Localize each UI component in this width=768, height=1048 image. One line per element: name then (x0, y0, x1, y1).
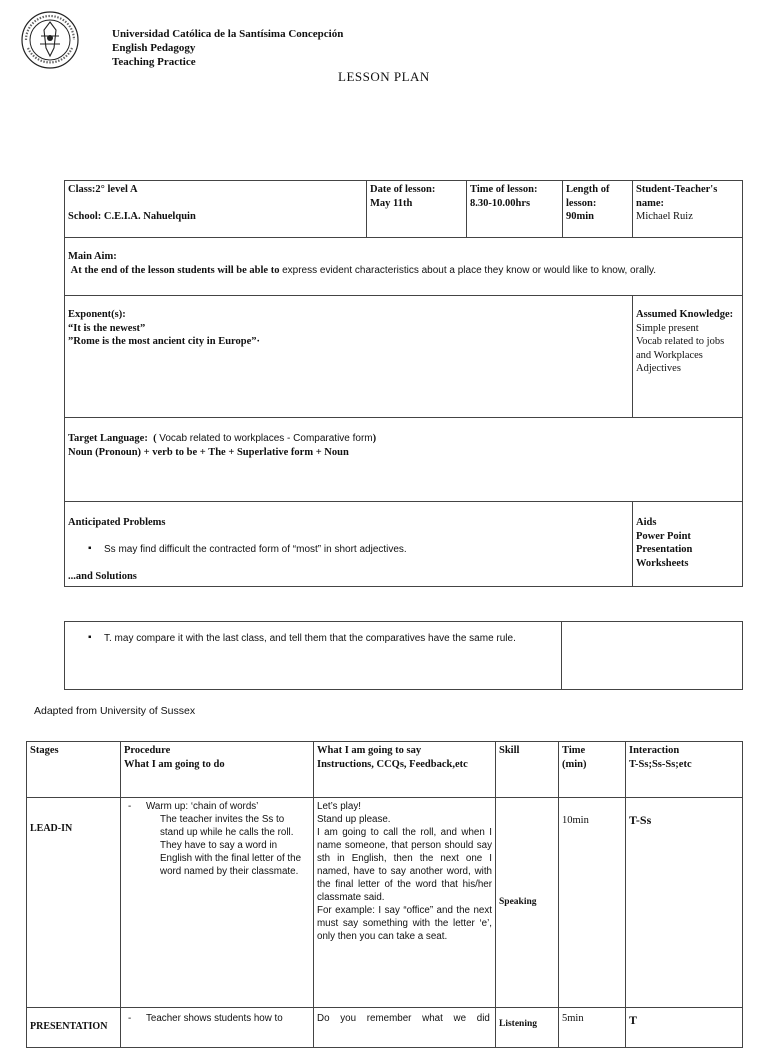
problem-item: ▪ Ss may find difficult the contracted form of “most” in short adjectives. (104, 543, 629, 557)
program-name: English Pedagogy (112, 42, 196, 54)
say-cell: Let’s play! Stand up please. I am going to call the roll, and when I name someone, that person should say sth in English, then the next one I named, have to say another word, with the final letter of the word that his/her classmate said. For example: I say “office” and the next must say something with the letter ‘e’, only then you can take a seat. (314, 798, 496, 1008)
course-name: Teaching Practice (112, 56, 196, 68)
procedure-cell (121, 798, 314, 1008)
target-language-text: Vocab related to workplaces - Comparative form (159, 433, 373, 444)
knowledge-item: Adjectives (636, 363, 681, 374)
procedure-title: - Warm up: ‘chain of words’ (124, 800, 310, 813)
stage-cell: LEAD-IN (27, 798, 121, 1008)
school-value: School: C.E.I.A. Nahuelquin (68, 211, 196, 222)
institution-header (112, 27, 343, 69)
date-value: May 11th (370, 197, 413, 209)
solution-cell (65, 622, 562, 690)
header-procedure: Procedure What I am going to do (121, 742, 314, 798)
aids-cell (633, 502, 743, 587)
table-row (27, 798, 743, 1008)
university-name: Universidad Católica de la Santísima Concepción (112, 28, 344, 40)
teacher-label: Student-Teacher's name: (636, 184, 718, 209)
time-label: Time of lesson: (470, 184, 538, 195)
length-value: 90min (566, 211, 595, 222)
main-aim-text: express evident characteristics about a place they know or would like to know, orally. (282, 264, 656, 276)
assumed-knowledge-cell (633, 296, 743, 418)
exponents-label: Exponent(s): (68, 309, 126, 320)
problems-cell (65, 502, 633, 587)
solutions-table (64, 621, 743, 690)
aid-item: Power Point Presentation (636, 530, 693, 555)
exponents-cell (65, 296, 633, 418)
skill-cell: Speaking (496, 798, 559, 1008)
aid-item: Worksheets (636, 557, 689, 569)
solution-item: ▪ T. may compare it with the last class, and tell them that the comparatives have the same rule. (104, 632, 558, 646)
teacher-cell (633, 181, 743, 238)
table-row (27, 1008, 743, 1048)
aids-label: Aids (636, 517, 657, 528)
solution-empty-cell (562, 622, 743, 690)
stage-cell: PRESENTATION (27, 1008, 121, 1048)
time-value: 8.30-10.00hrs (470, 197, 531, 209)
main-aim-label: Main Aim: (68, 251, 117, 262)
skill-cell: Listening (496, 1008, 559, 1048)
header-time: Time (min) (559, 742, 626, 798)
header-stages: Stages (27, 742, 121, 798)
exponent-item: “It is the newest” (68, 322, 146, 334)
teacher-value: Michael Ruiz (636, 211, 693, 222)
knowledge-item: Simple present (636, 322, 699, 334)
target-language-cell (65, 418, 743, 502)
header-interaction: Interaction T-Ss;Ss-Ss;etc (626, 742, 743, 798)
class-value: Class:2° level A (68, 184, 138, 195)
procedure-cell (121, 1008, 314, 1048)
target-formula: Noun (Pronoun) + verb to be + The + Superlative form + Noun (68, 446, 349, 458)
length-cell (563, 181, 633, 238)
header-skill: Skill (496, 742, 559, 798)
stages-table (26, 741, 743, 1048)
date-cell (367, 181, 467, 238)
length-label: Length of lesson: (566, 184, 610, 209)
procedure-body: The teacher invites the Ss to stand up while he calls the roll. They have to say a word in English with the final letter of the word named by their classmate. (160, 814, 302, 877)
page-title: LESSON PLAN (338, 69, 430, 84)
target-paren-open: ( (153, 433, 157, 444)
assumed-knowledge-label: Assumed Knowledge: (636, 309, 734, 320)
main-aim-cell (65, 238, 743, 296)
solutions-label: ...and Solutions (68, 571, 137, 582)
class-school-cell (65, 181, 367, 238)
main-aim-lead: At the end of the lesson students will be able to (70, 264, 280, 276)
university-seal-icon (20, 8, 80, 72)
interaction-cell: T (626, 1008, 743, 1048)
time-cell: 10min (559, 798, 626, 1008)
time-cell (467, 181, 563, 238)
say-cell: Do you remember what we did (314, 1008, 496, 1048)
target-language-label: Target Language: (68, 433, 148, 444)
interaction-cell: T-Ss (626, 798, 743, 1008)
lesson-info-table (64, 180, 743, 587)
target-paren-close: ) (372, 433, 377, 444)
exponent-dot: · (256, 336, 261, 347)
date-label: Date of lesson: (370, 184, 436, 195)
stages-header-row (27, 742, 743, 798)
procedure-title: - Teacher shows students how to (124, 1012, 310, 1026)
time-cell: 5min (559, 1008, 626, 1048)
exponent-item: ”Rome is the most ancient city in Europe” (68, 336, 257, 347)
knowledge-item: Vocab related to jobs and Workplaces (636, 336, 725, 361)
header-say: What I am going to say Instructions, CCQs, Feedback,etc (314, 742, 496, 798)
problems-label: Anticipated Problems (68, 517, 166, 528)
adapted-note: Adapted from University of Sussex (34, 705, 196, 717)
